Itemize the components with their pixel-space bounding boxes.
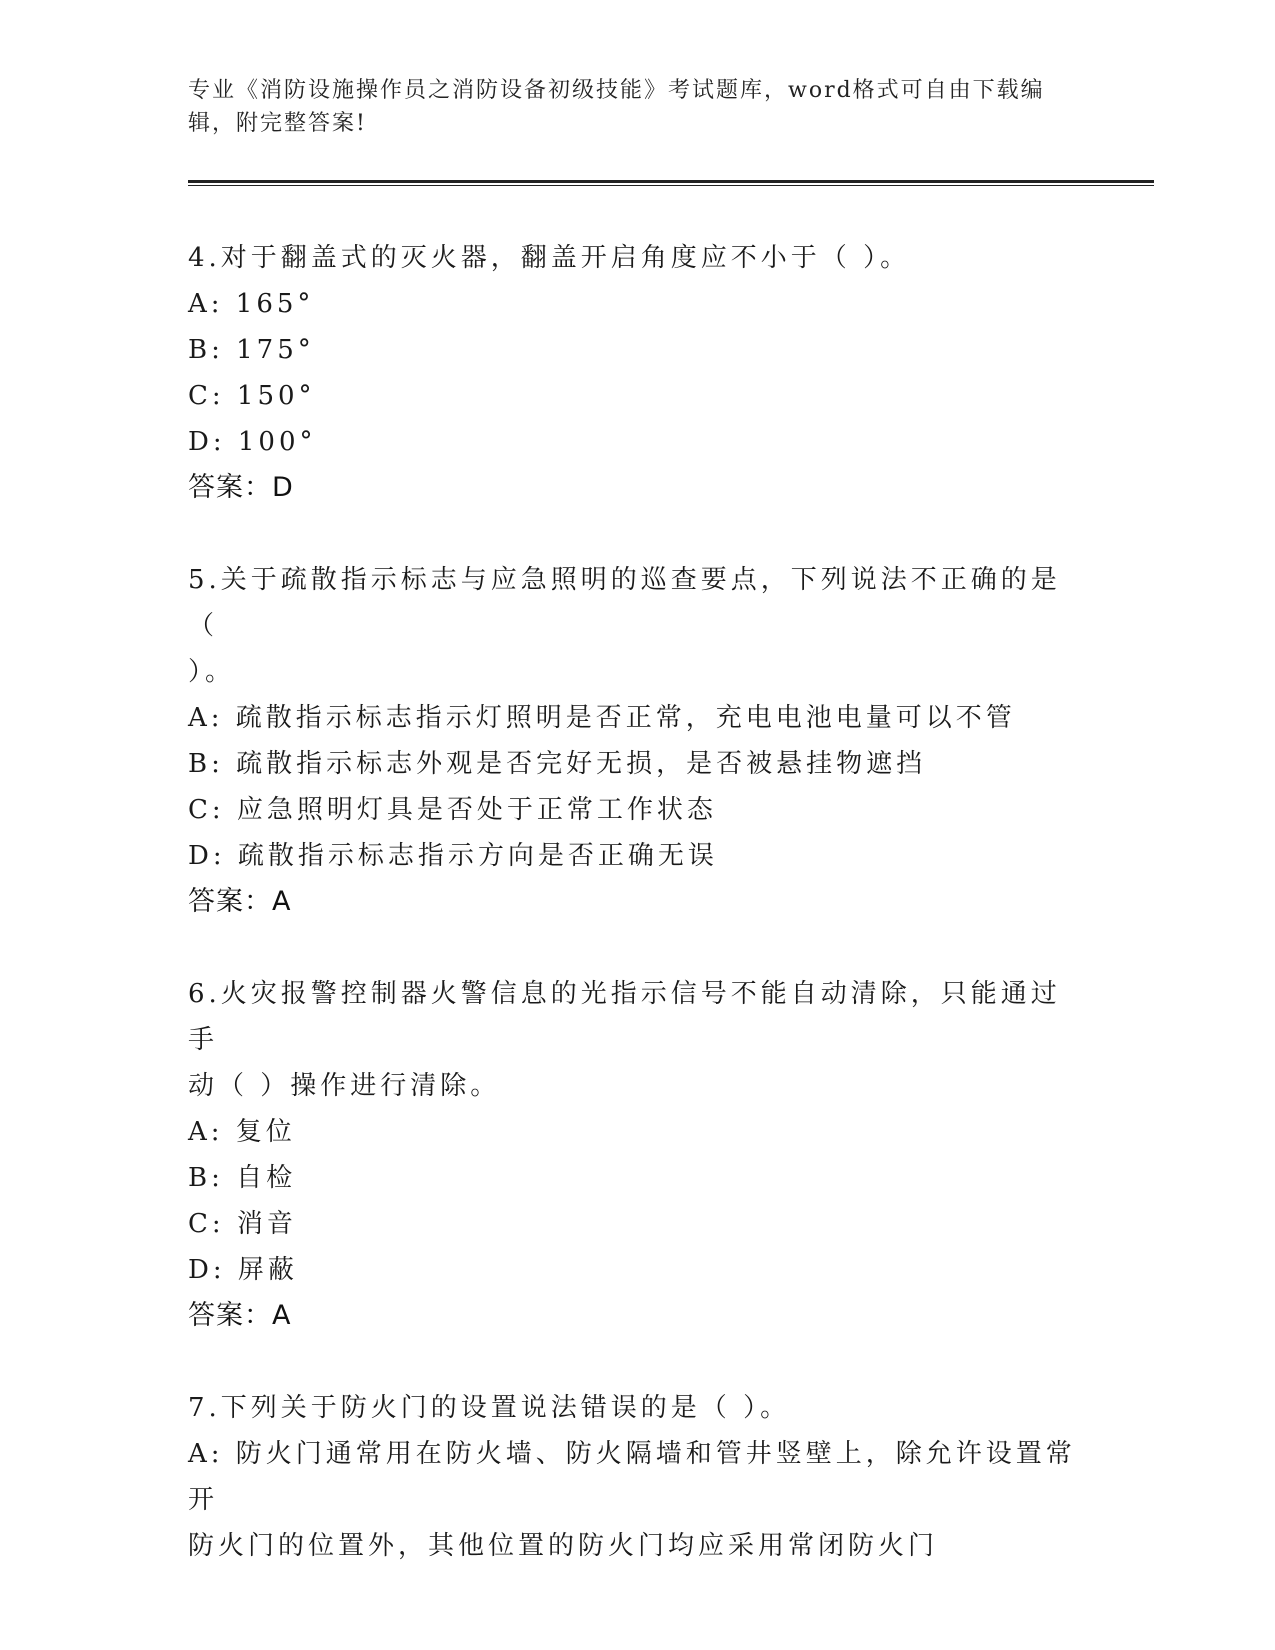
spacer <box>188 1339 1088 1385</box>
option-a-line-1: A: 防火门通常用在防火墙、防火隔墙和管井竖壁上，除允许设置常开 <box>188 1439 1076 1515</box>
answer: 答案：A <box>188 1300 292 1331</box>
option-b: B: 疏散指示标志外观是否完好无损，是否被悬挂物遮挡 <box>188 749 927 779</box>
option-a: A: 疏散指示标志指示灯照明是否正常，充电电池电量可以不管 <box>188 703 1016 733</box>
question-stem-line-1: 6.火灾报警控制器火警信息的光指示信号不能自动清除，只能通过手 <box>188 979 1061 1055</box>
option-d: D: 疏散指示标志指示方向是否正确无误 <box>188 841 718 871</box>
header-divider-thin <box>188 185 1154 186</box>
question-stem: 4.对于翻盖式的灭火器，翻盖开启角度应不小于（ ）。 <box>188 243 911 273</box>
header-divider-thick <box>188 180 1154 183</box>
option-a: A: 复位 <box>188 1117 296 1147</box>
option-d: D: 屏蔽 <box>188 1255 298 1285</box>
option-c: C: 消音 <box>188 1209 297 1239</box>
option-d: D: 100° <box>188 427 317 457</box>
document-header <box>188 74 1068 140</box>
question-stem: 7.下列关于防火门的设置说法错误的是（ ）。 <box>188 1393 791 1423</box>
question-4 <box>188 235 1088 511</box>
header-line-2: 辑，附完整答案! <box>188 111 367 136</box>
question-5 <box>188 557 1088 925</box>
spacer <box>188 511 1088 557</box>
question-stem-line-2: ）。 <box>188 657 236 687</box>
option-b: B: 自检 <box>188 1163 297 1193</box>
answer: 答案：D <box>188 472 294 503</box>
question-7 <box>188 1385 1088 1569</box>
option-c: C: 应急照明灯具是否处于正常工作状态 <box>188 795 717 825</box>
spacer <box>188 925 1088 971</box>
question-stem-line-1: 5.关于疏散指示标志与应急照明的巡查要点，下列说法不正确的是（ <box>188 565 1061 641</box>
option-a: A: 165° <box>188 289 315 319</box>
option-b: B: 175° <box>188 335 315 365</box>
answer: 答案：A <box>188 886 292 917</box>
question-6 <box>188 971 1088 1339</box>
option-c: C: 150° <box>188 381 316 411</box>
option-a-line-2: 防火门的位置外，其他位置的防火门均应采用常闭防火门 <box>188 1531 939 1561</box>
header-line-1: 专业《消防设施操作员之消防设备初级技能》考试题库，word格式可自由下载编 <box>188 78 1045 103</box>
question-stem-line-2: 动（ ）操作进行清除。 <box>188 1071 501 1101</box>
question-list <box>188 235 1088 1569</box>
